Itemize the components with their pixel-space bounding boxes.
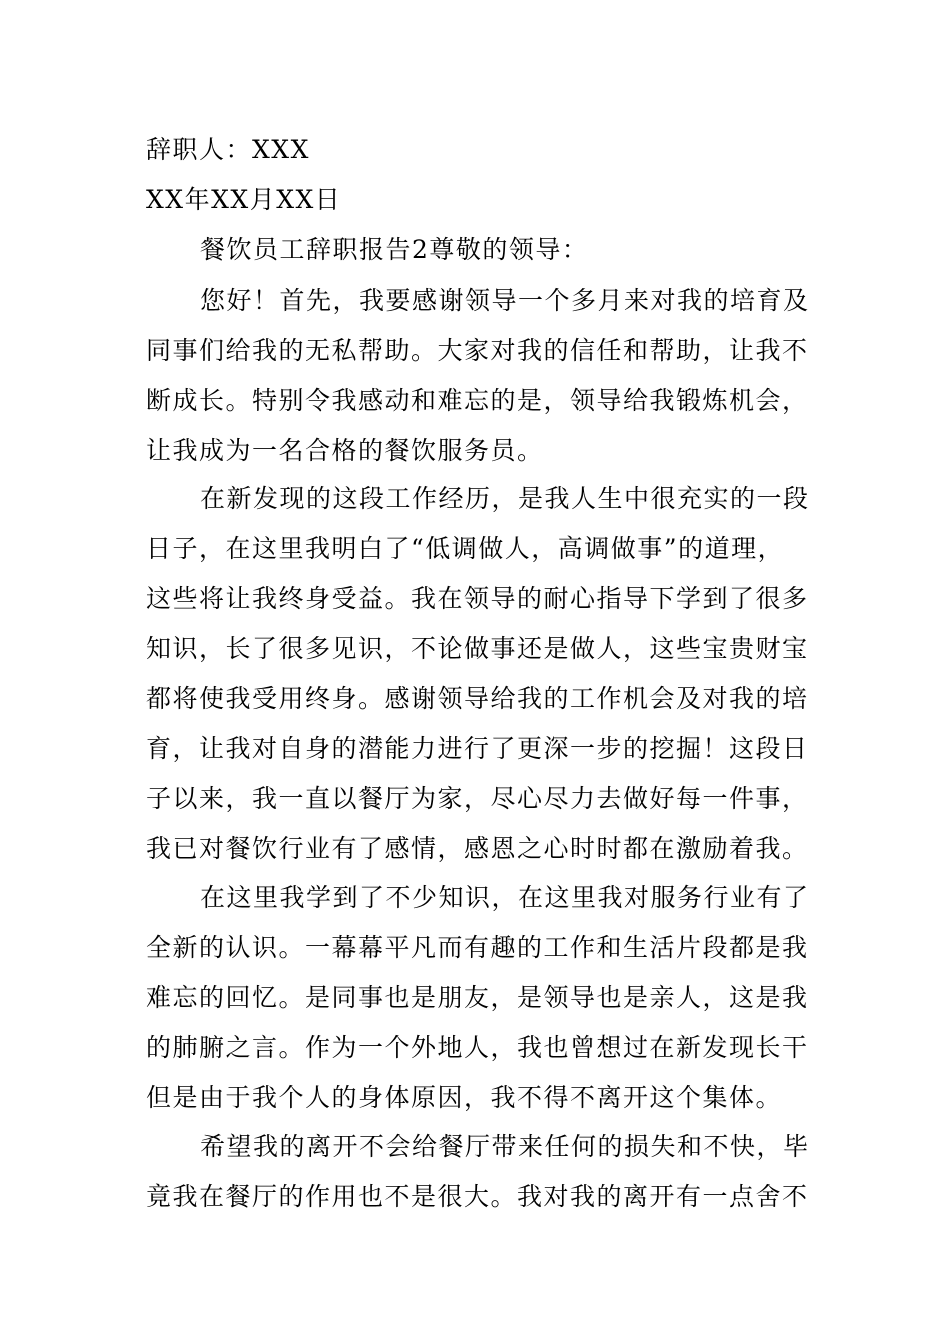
- paragraph-1-line-1: 您好！首先，我要感谢领导一个多月来对我的培育及: [200, 286, 810, 315]
- paragraph-2-line-8: 我已对餐饮行业有了感情，感恩之心时时都在激励着我。: [146, 834, 809, 863]
- paragraph-2-line-3: 这些将让我终身受益。我在领导的耐心指导下学到了很多: [146, 584, 809, 613]
- paragraph-2-line-5: 都将使我受用终身。感谢领导给我的工作机会及对我的培: [146, 684, 809, 713]
- paragraph-3-line-3: 难忘的回忆。是同事也是朋友，是领导也是亲人，这是我: [146, 983, 809, 1012]
- paragraph-2-line-4: 知识，长了很多见识，不论做事还是做人，这些宝贵财宝: [146, 634, 809, 663]
- paragraph-4-line-1: 希望我的离开不会给餐厅带来任何的损失和不快，毕: [200, 1132, 810, 1161]
- paragraph-2-line-2: 日子，在这里我明白了“低调做人，高调做事”的道理，: [146, 534, 785, 563]
- paragraph-1-line-2: 同事们给我的无私帮助。大家对我的信任和帮助，让我不: [146, 336, 809, 365]
- date-line: XX年XX月XX日: [146, 185, 342, 214]
- paragraph-1-line-3: 断成长。特别令我感动和难忘的是，领导给我锻炼机会，: [146, 386, 809, 415]
- paragraph-3-line-2: 全新的认识。一幕幕平凡而有趣的工作和生活片段都是我: [146, 933, 809, 962]
- paragraph-3-line-5: 但是由于我个人的身体原因，我不得不离开这个集体。: [146, 1083, 783, 1112]
- paragraph-4-line-2: 竟我在餐厅的作用也不是很大。我对我的离开有一点舍不: [146, 1182, 809, 1211]
- paragraph-2-line-7: 子以来，我一直以餐厅为家，尽心尽力去做好每一件事，: [146, 784, 809, 813]
- paragraph-2-line-1: 在新发现的这段工作经历，是我人生中很充实的一段: [200, 484, 810, 513]
- report-title-line: 餐饮员工辞职报告2尊敬的领导：: [200, 235, 589, 264]
- paragraph-1-line-4: 让我成为一名合格的餐饮服务员。: [146, 436, 544, 465]
- paragraph-2-line-6: 育，让我对自身的潜能力进行了更深一步的挖掘！这段日: [146, 734, 809, 763]
- paragraph-3-line-1: 在这里我学到了不少知识，在这里我对服务行业有了: [200, 883, 810, 912]
- paragraph-3-line-4: 的肺腑之言。作为一个外地人，我也曾想过在新发现长干: [146, 1033, 809, 1062]
- signature-line: 辞职人：XXX: [146, 135, 310, 164]
